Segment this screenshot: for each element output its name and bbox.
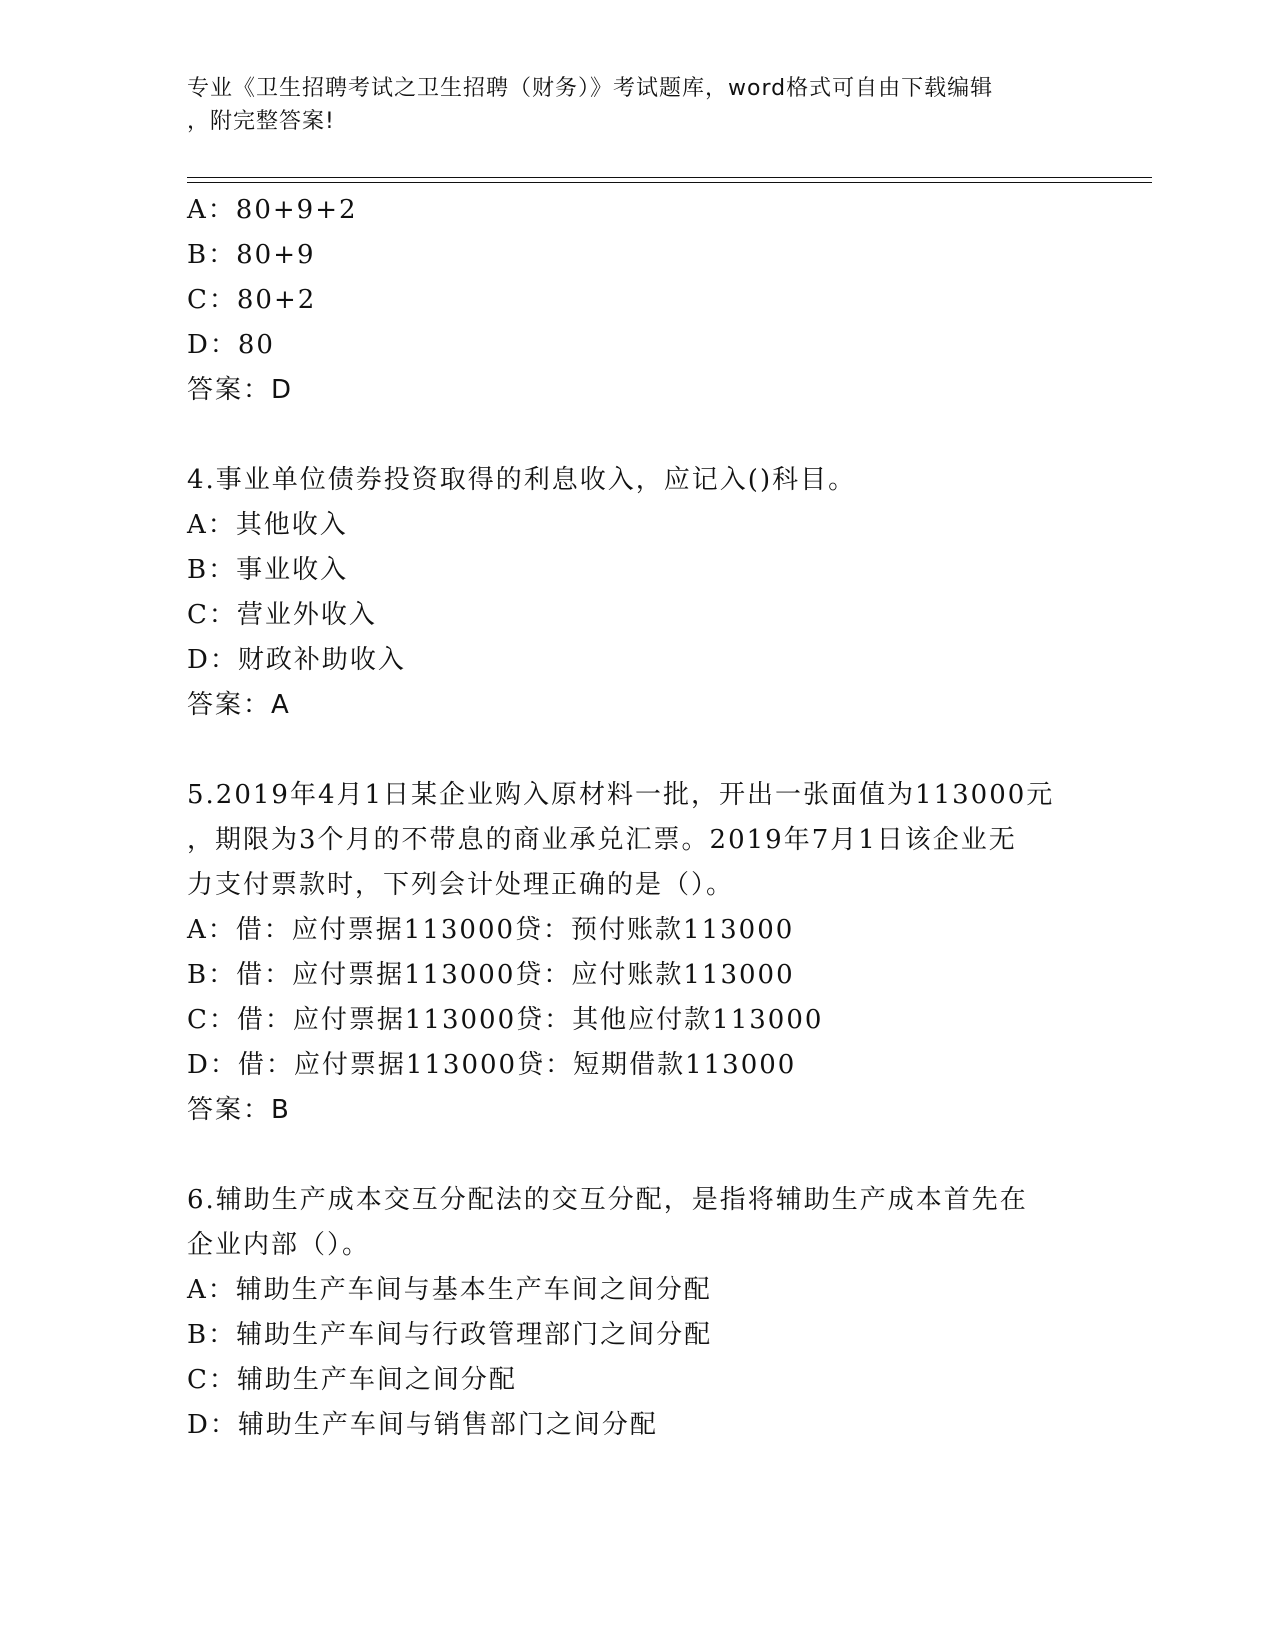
question-stem-line-2: 企业内部（）。 — [187, 1230, 371, 1260]
option-d: D：80 — [187, 330, 275, 360]
spacer — [187, 413, 1087, 458]
option-d: D：辅助生产车间与销售部门之间分配 — [187, 1410, 658, 1440]
option-c: C：营业外收入 — [187, 600, 377, 630]
header-rule-bottom — [187, 182, 1152, 183]
header-line-1: 专业《卫生招聘考试之卫生招聘（财务）》考试题库，word格式可自由下载编辑 — [187, 76, 994, 101]
option-d: D：借：应付票据113000贷：短期借款113000 — [187, 1050, 797, 1080]
spacer — [187, 1133, 1087, 1178]
question-stem: 4.事业单位债券投资取得的利息收入，应记入()科目。 — [187, 465, 857, 495]
question-5 — [187, 773, 1087, 1133]
spacer — [187, 728, 1087, 773]
answer-line: 答案：A — [187, 690, 291, 720]
document-header — [187, 72, 1067, 138]
header-line-2: ，附完整答案! — [187, 109, 335, 134]
option-a: A：借：应付票据113000贷：预付账款113000 — [187, 915, 795, 945]
option-d: D：财政补助收入 — [187, 645, 406, 675]
header-rule-top — [187, 177, 1152, 178]
question-list — [187, 188, 1087, 1448]
option-b: B：事业收入 — [187, 555, 349, 585]
option-a: A：80+9+2 — [187, 195, 358, 225]
question-stem-line-3: 力支付票款时，下列会计处理正确的是（）。 — [187, 870, 735, 900]
option-c: C：辅助生产车间之间分配 — [187, 1365, 517, 1395]
question-stem-line-1: 6.辅助生产成本交互分配法的交互分配，是指将辅助生产成本首先在 — [187, 1185, 1028, 1215]
question-stem-line-2: ，期限为3个月的不带息的商业承兑汇票。2019年7月1日该企业无 — [187, 825, 1017, 855]
option-b: B：辅助生产车间与行政管理部门之间分配 — [187, 1320, 713, 1350]
answer-line: 答案：D — [187, 375, 294, 405]
option-a: A：辅助生产车间与基本生产车间之间分配 — [187, 1275, 712, 1305]
option-c: C：80+2 — [187, 285, 317, 315]
question-4 — [187, 458, 1087, 728]
option-a: A：其他收入 — [187, 510, 348, 540]
option-b: B：80+9 — [187, 240, 316, 270]
question-6 — [187, 1178, 1087, 1448]
option-b: B：借：应付票据113000贷：应付账款113000 — [187, 960, 795, 990]
question-stem-line-1: 5.2019年4月1日某企业购入原材料一批，开出一张面值为113000元 — [187, 780, 1055, 810]
option-c: C：借：应付票据113000贷：其他应付款113000 — [187, 1005, 824, 1035]
answer-line: 答案：B — [187, 1095, 291, 1125]
question-3 — [187, 188, 1087, 413]
